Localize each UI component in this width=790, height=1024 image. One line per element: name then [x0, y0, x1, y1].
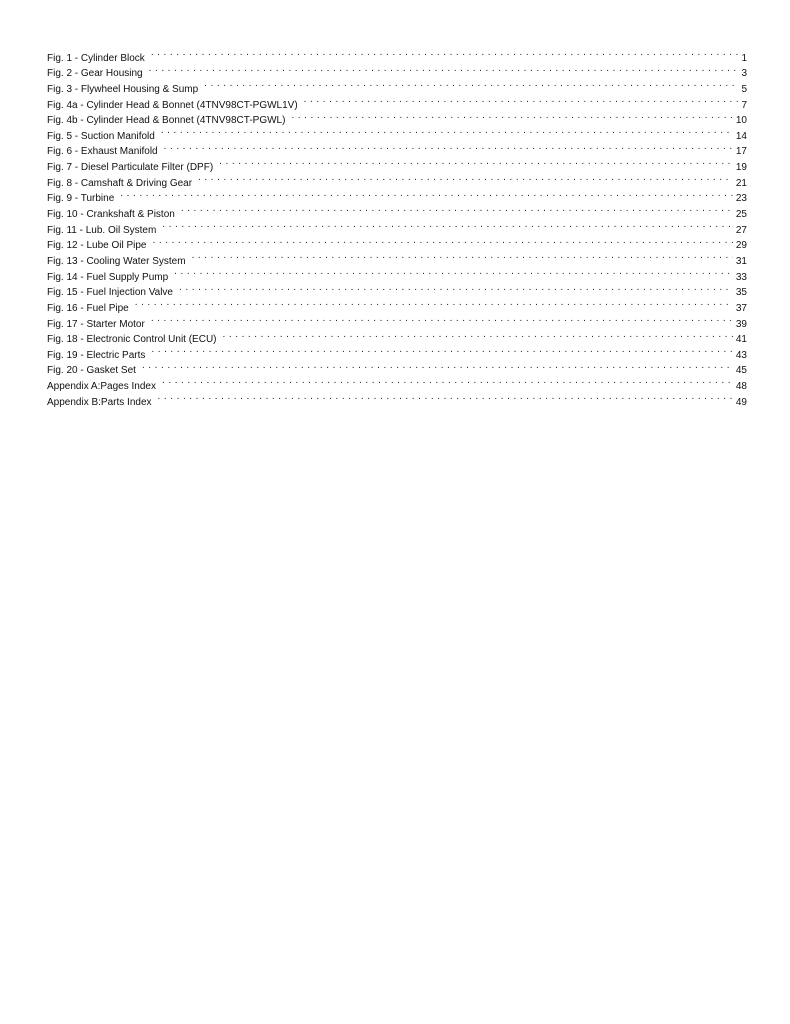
toc-entry-title: Fig. 4a - Cylinder Head & Bonnet (4TNV98CT-PGWL1V) — [47, 99, 298, 111]
toc-entry-page: 37 — [735, 302, 747, 314]
toc-entry-page: 25 — [735, 209, 747, 221]
toc-entry-page: 1 — [741, 52, 747, 64]
toc-entry-page: 41 — [735, 334, 747, 346]
toc-entry-page: 23 — [735, 193, 747, 205]
dot-leader — [135, 295, 733, 311]
toc-entry-title: Fig. 5 - Suction Manifold — [47, 130, 155, 142]
toc-entry[interactable] — [47, 45, 747, 64]
dot-leader — [162, 217, 733, 233]
dot-leader — [153, 233, 733, 249]
toc-entry-title: Fig. 6 - Exhaust Manifold — [47, 146, 158, 158]
toc-entry[interactable] — [47, 358, 747, 377]
toc-entry-page: 39 — [735, 318, 747, 330]
toc-entry[interactable] — [47, 61, 747, 80]
dot-leader — [198, 170, 733, 186]
dot-leader — [142, 358, 733, 374]
dot-leader — [219, 154, 733, 170]
toc-entry-page: 49 — [735, 396, 747, 408]
dot-leader — [174, 264, 733, 280]
dot-leader — [149, 61, 739, 77]
dot-leader — [192, 248, 733, 264]
toc-entry-page: 29 — [735, 240, 747, 252]
toc-entry-title: Appendix B:Parts Index — [47, 396, 152, 408]
dot-leader — [179, 280, 733, 296]
toc-entry-page: 19 — [735, 162, 747, 174]
toc-entry[interactable] — [47, 342, 747, 361]
toc-entry[interactable] — [47, 311, 747, 330]
toc-entry-page: 7 — [741, 99, 747, 111]
toc-entry-title: Fig. 20 - Gasket Set — [47, 365, 136, 377]
toc-entry-page: 27 — [735, 224, 747, 236]
toc-entry-page: 21 — [735, 177, 747, 189]
toc-entry-title: Fig. 12 - Lube Oil Pipe — [47, 240, 147, 252]
toc-entry-page: 33 — [735, 271, 747, 283]
toc-entry-title: Fig. 10 - Crankshaft & Piston — [47, 209, 175, 221]
toc-entry[interactable] — [47, 295, 747, 314]
toc-entry-title: Fig. 3 - Flywheel Housing & Sump — [47, 83, 199, 95]
dot-leader — [164, 139, 733, 155]
toc-entry-page: 17 — [735, 146, 747, 158]
toc-entry-title: Fig. 19 - Electric Parts — [47, 349, 146, 361]
toc-entry-title: Fig. 8 - Camshaft & Driving Gear — [47, 177, 193, 189]
dot-leader — [181, 201, 733, 217]
toc-entry-title: Fig. 2 - Gear Housing — [47, 68, 143, 80]
toc-entry-page: 43 — [735, 349, 747, 361]
dot-leader — [223, 327, 733, 343]
dot-leader — [204, 76, 738, 92]
toc-entry-page: 48 — [735, 381, 747, 393]
toc-entry[interactable] — [47, 201, 747, 221]
toc-entry-title: Fig. 4b - Cylinder Head & Bonnet (4TNV98CT-PGWL) — [47, 115, 286, 127]
dot-leader — [162, 373, 733, 389]
dot-leader — [151, 45, 739, 61]
toc-entry-title: Fig. 16 - Fuel Pipe — [47, 302, 129, 314]
dot-leader — [161, 123, 733, 139]
toc-entry-page: 14 — [735, 130, 747, 142]
toc-entry[interactable] — [47, 233, 747, 252]
toc-entry-page: 45 — [735, 365, 747, 377]
toc-entry-title: Fig. 15 - Fuel Injection Valve — [47, 287, 173, 299]
dot-leader — [291, 108, 732, 124]
dot-leader — [151, 342, 733, 358]
toc-entry-page: 5 — [741, 83, 747, 95]
dot-leader — [151, 311, 733, 327]
toc-entry[interactable] — [47, 327, 747, 346]
toc-entry-title: Fig. 18 - Electronic Control Unit (ECU) — [47, 334, 217, 346]
toc-entry-page: 31 — [735, 255, 747, 267]
toc-entry-title: Fig. 17 - Starter Motor — [47, 318, 145, 330]
toc-entry-title: Fig. 1 - Cylinder Block — [47, 52, 145, 64]
dot-leader — [158, 389, 733, 405]
toc-entry-title: Appendix A:Pages Index — [47, 381, 156, 393]
dot-leader — [304, 92, 739, 108]
toc-entry-page: 10 — [735, 115, 747, 127]
toc-entry-title: Fig. 14 - Fuel Supply Pump — [47, 271, 169, 283]
toc-entry-title: Fig. 11 - Lub. Oil System — [47, 224, 157, 236]
toc-entry-title: Fig. 9 - Turbine — [47, 193, 115, 205]
toc-entry-page: 35 — [735, 287, 747, 299]
toc-entry[interactable] — [47, 186, 747, 205]
table-of-contents — [47, 45, 747, 408]
toc-entry-title: Fig. 7 - Diesel Particulate Filter (DPF) — [47, 162, 214, 174]
toc-entry-title: Fig. 13 - Cooling Water System — [47, 255, 186, 267]
toc-entry[interactable] — [47, 76, 747, 95]
toc-entry[interactable] — [47, 373, 747, 393]
dot-leader — [120, 186, 733, 202]
toc-entry-page: 3 — [741, 68, 747, 80]
